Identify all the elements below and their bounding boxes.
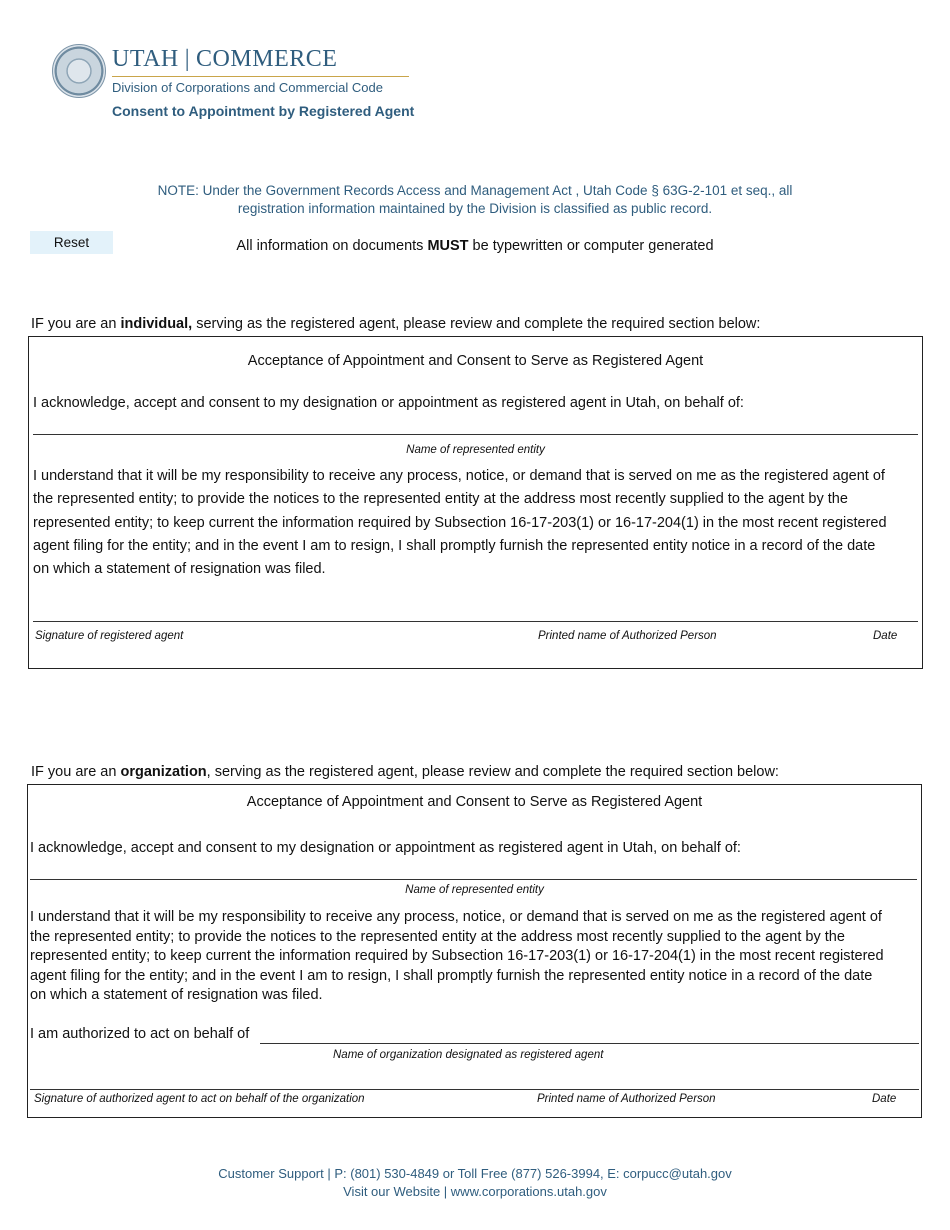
organization-acknowledge-text: I acknowledge, accept and consent to my designation or appointment as registered agent in Utah, on behalf of: (30, 840, 741, 856)
form-title: Consent to Appointment by Registered Agent (112, 103, 415, 119)
organization-name-caption: Name of organization designated as registered agent (333, 1049, 604, 1061)
individual-responsibility-paragraph: I understand that it will be my responsibility to receive any process, notice, or demand that is served on me as the registered agent of the represented entity; to provide the notices to the represented entity at the address most recently supplied to the agent by the represented entity; to keep current the information required by Subsection 16-17-203(1) or 16-17-204(1) in the most recent registered agent filing for the entity; and in the event I am to resign, I shall promptly furnish the represented entity notice in a record of the date on which a statement of resignation was filed. (33, 468, 887, 578)
individual-box-title: Acceptance of Appointment and Consent to Serve as Registered Agent (247, 353, 704, 369)
individual-section-intro: IF you are an individual, serving as the registered agent, please review and complete the required section below: (31, 316, 761, 332)
individual-signature-caption: Signature of registered agent (35, 630, 184, 642)
organization-entity-name-field[interactable] (30, 879, 917, 880)
organization-signature-caption: Signature of authorized agent to act on behalf of the organization (34, 1093, 365, 1105)
individual-signature-line[interactable] (33, 621, 918, 622)
organization-responsibility-paragraph: I understand that it will be my responsibility to receive any process, notice, or demand that is served on me as the registered agent of the represented entity; to provide the notices to the represented entity at the address most recently supplied to the agent by the represented entity; to keep current the information required by Subsection 16-17-203(1) or 16-17-204(1) in the most recent registered agent filing for the entity; and in the event I am to resign, I shall promptly furnish the represented entity notice in a record of the date on which a statement of resignation was filed. (30, 909, 884, 1003)
individual-acknowledge-text: I acknowledge, accept and consent to my designation or appointment as registered agent in Utah, on behalf of: (33, 395, 744, 411)
individual-printed-name-caption: Printed name of Authorized Person (538, 630, 717, 642)
organization-section-intro: IF you are an organization, serving as the registered agent, please review and complete the required section below: (31, 764, 779, 780)
logo-divider (112, 76, 409, 77)
records-note (100, 182, 850, 218)
typewritten-requirement: All information on documents MUST be typewritten or computer generated (236, 238, 714, 254)
division-name: Division of Corporations and Commercial Code (112, 80, 383, 95)
utah-commerce-logo: UTAH | COMMERCE (112, 46, 338, 72)
individual-acceptance-box (28, 336, 923, 669)
records-note-line-1: NOTE: Under the Government Records Access and Management Act , Utah Code § 63G-2-101 et seq., all (157, 183, 793, 198)
individual-entity-caption: Name of represented entity (406, 444, 545, 456)
organization-box-title: Acceptance of Appointment and Consent to Serve as Registered Agent (246, 794, 703, 810)
organization-authorized-label: I am authorized to act on behalf of (30, 1026, 250, 1042)
records-note-line-2: registration information maintained by the Division is classified as public record. (237, 201, 713, 216)
organization-date-caption: Date (872, 1093, 897, 1105)
customer-support-footer: Customer Support | P: (801) 530-4849 or Toll Free (877) 526-3994, E: corpucc@utah.gov (218, 1166, 732, 1181)
reset-button[interactable]: Reset (30, 231, 113, 254)
organization-printed-name-caption: Printed name of Authorized Person (537, 1093, 716, 1105)
utah-state-seal (52, 44, 106, 98)
organization-signature-line[interactable] (30, 1089, 919, 1090)
organization-acceptance-box (27, 784, 922, 1118)
organization-name-field[interactable] (260, 1043, 919, 1044)
individual-entity-name-field[interactable] (33, 434, 918, 435)
individual-date-caption: Date (873, 630, 898, 642)
organization-entity-caption: Name of represented entity (405, 884, 544, 896)
website-footer: Visit our Website | www.corporations.utah.gov (343, 1184, 607, 1199)
